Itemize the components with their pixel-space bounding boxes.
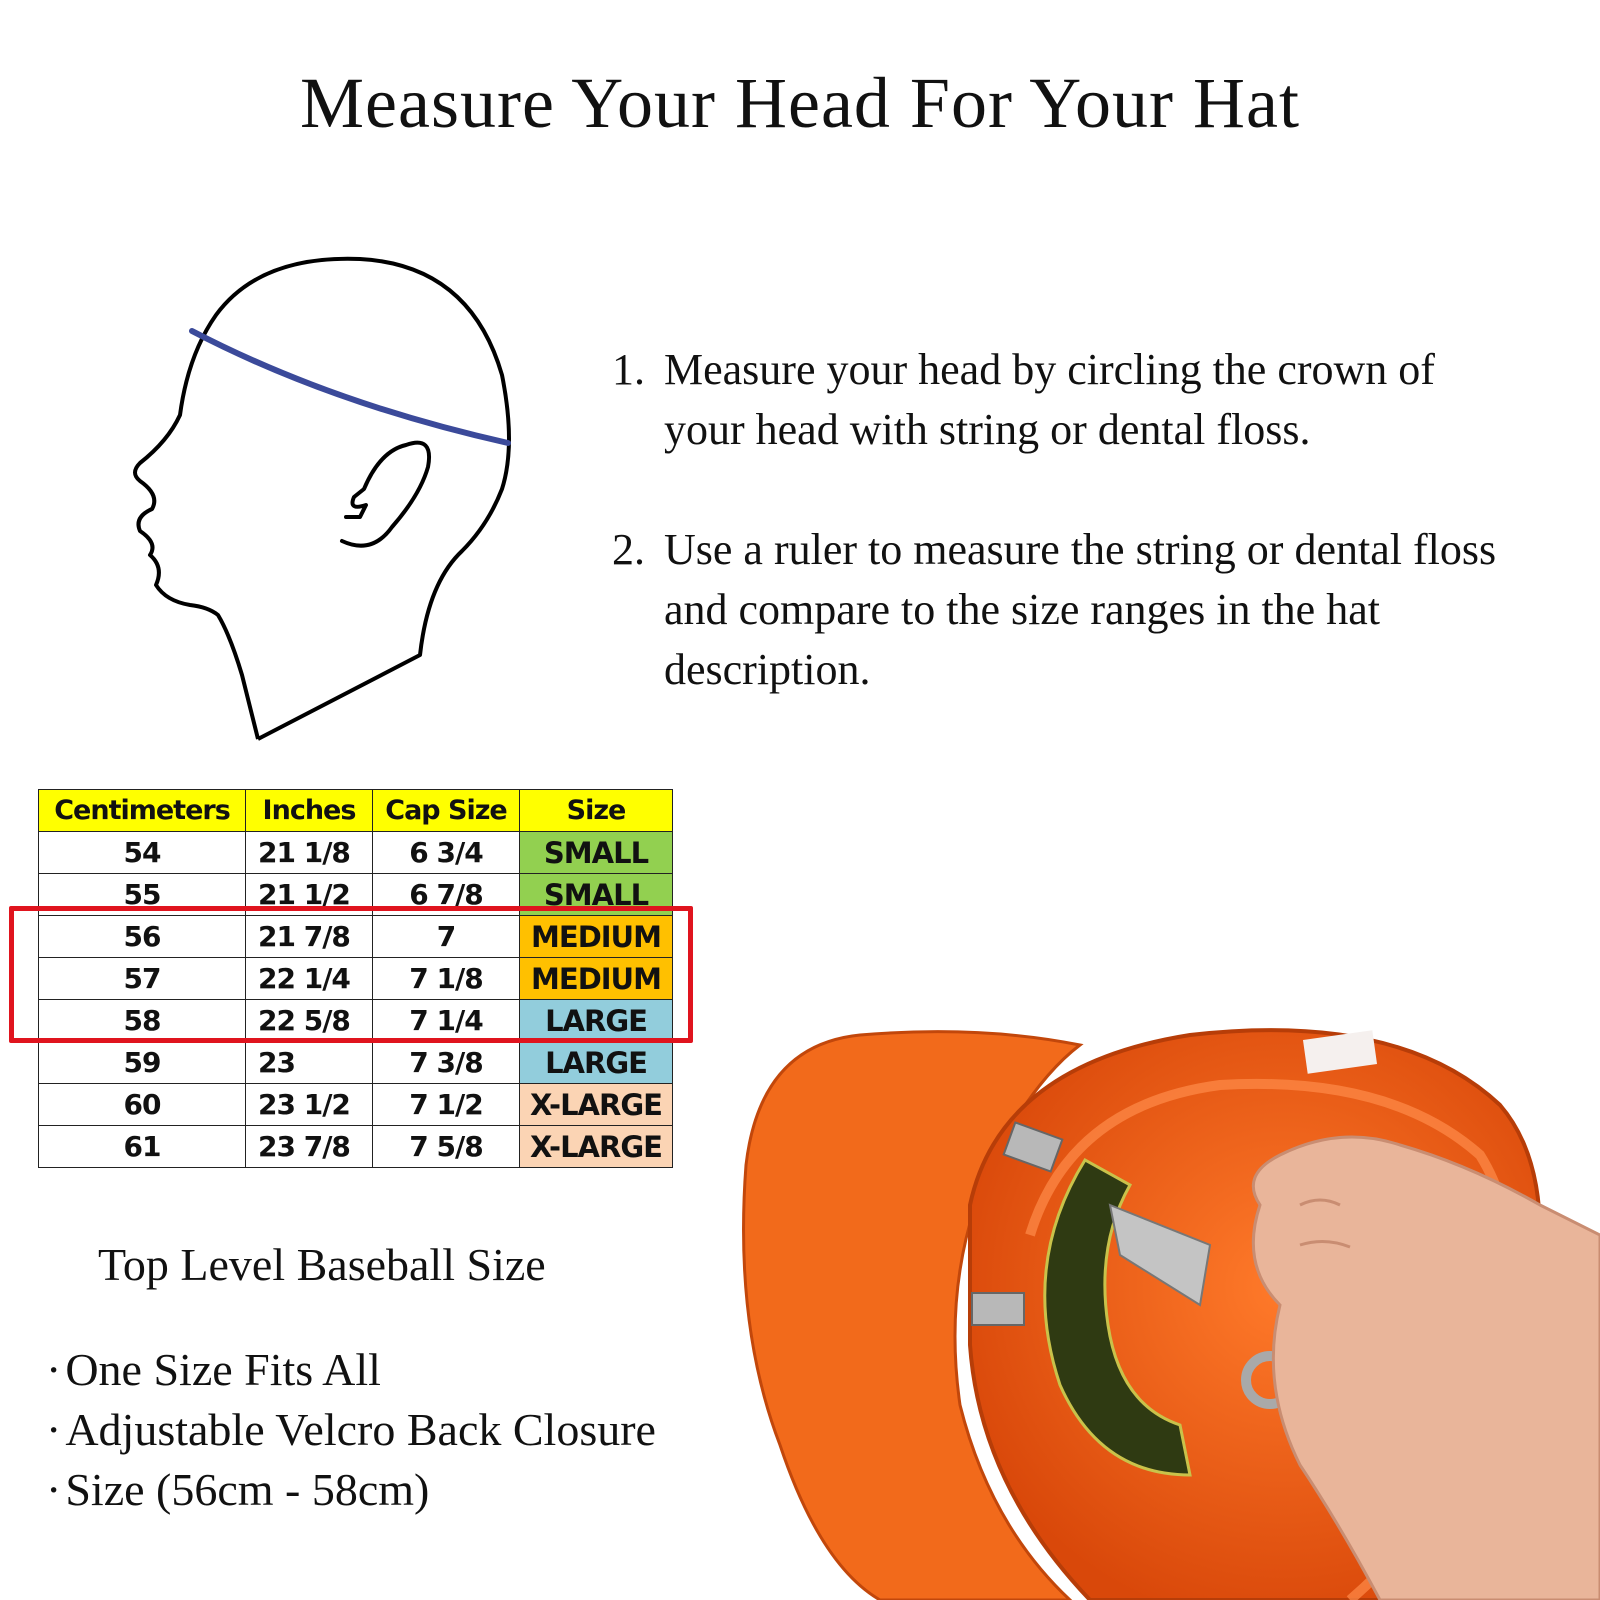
step-number: 1.	[612, 345, 645, 394]
step-number: 2.	[612, 525, 645, 574]
header-size: Size	[520, 790, 673, 832]
cell-cap-size: 7 5/8	[373, 1126, 520, 1168]
cell-inches: 23	[246, 1042, 373, 1084]
product-size-heading: Top Level Baseball Size	[98, 1239, 546, 1290]
list-item: · One Size Fits All	[46, 1340, 656, 1400]
cell-inches: 22 1/4	[246, 958, 373, 1000]
cell-cap-size: 7 1/2	[373, 1084, 520, 1126]
cell-size: MEDIUM	[520, 958, 673, 1000]
cell-centimeters: 54	[39, 832, 246, 874]
cell-inches: 23 1/2	[246, 1084, 373, 1126]
cell-size: X-LARGE	[520, 1126, 673, 1168]
cell-inches: 22 5/8	[246, 1000, 373, 1042]
cell-cap-size: 6 3/4	[373, 832, 520, 874]
cell-centimeters: 59	[39, 1042, 246, 1084]
head-profile-icon	[110, 255, 530, 755]
cell-centimeters: 61	[39, 1126, 246, 1168]
step-text: Measure your head by circling the crown of your head with string or dental floss.	[664, 345, 1435, 454]
list-item: · Adjustable Velcro Back Closure	[46, 1400, 656, 1460]
cap-measuring-photo	[740, 1005, 1600, 1600]
cell-cap-size: 7 1/8	[373, 958, 520, 1000]
feature-list	[46, 1340, 656, 1520]
cell-centimeters: 60	[39, 1084, 246, 1126]
cell-centimeters: 56	[39, 916, 246, 958]
instruction-step-1	[612, 340, 1512, 460]
cell-cap-size: 7 1/4	[373, 1000, 520, 1042]
cell-cap-size: 7 3/8	[373, 1042, 520, 1084]
cell-cap-size: 6 7/8	[373, 874, 520, 916]
table-row	[39, 1084, 673, 1126]
cell-inches: 21 7/8	[246, 916, 373, 958]
list-item: · Size (56cm - 58cm)	[46, 1460, 656, 1520]
cell-inches: 21 1/2	[246, 874, 373, 916]
cell-cap-size: 7	[373, 916, 520, 958]
recommended-size-highlight	[9, 906, 693, 1043]
cell-inches: 23 7/8	[246, 1126, 373, 1168]
cell-size: LARGE	[520, 1000, 673, 1042]
cell-size: SMALL	[520, 874, 673, 916]
table-row	[39, 1042, 673, 1084]
cell-size: LARGE	[520, 1042, 673, 1084]
header-cap-size: Cap Size	[373, 790, 520, 832]
cell-inches: 21 1/8	[246, 832, 373, 874]
header-centimeters: Centimeters	[39, 790, 246, 832]
table-row	[39, 1126, 673, 1168]
instructions	[612, 340, 1512, 760]
cell-size: MEDIUM	[520, 916, 673, 958]
header-inches: Inches	[246, 790, 373, 832]
cell-size: X-LARGE	[520, 1084, 673, 1126]
table-header-row	[39, 790, 673, 832]
cell-centimeters: 57	[39, 958, 246, 1000]
cell-centimeters: 55	[39, 874, 246, 916]
page-title: Measure Your Head For Your Hat	[300, 63, 1300, 143]
instruction-step-2	[612, 520, 1512, 700]
cell-centimeters: 58	[39, 1000, 246, 1042]
cell-size: SMALL	[520, 832, 673, 874]
table-row	[39, 832, 673, 874]
step-text: Use a ruler to measure the string or dental floss and compare to the size ranges in the hat description.	[664, 525, 1497, 694]
